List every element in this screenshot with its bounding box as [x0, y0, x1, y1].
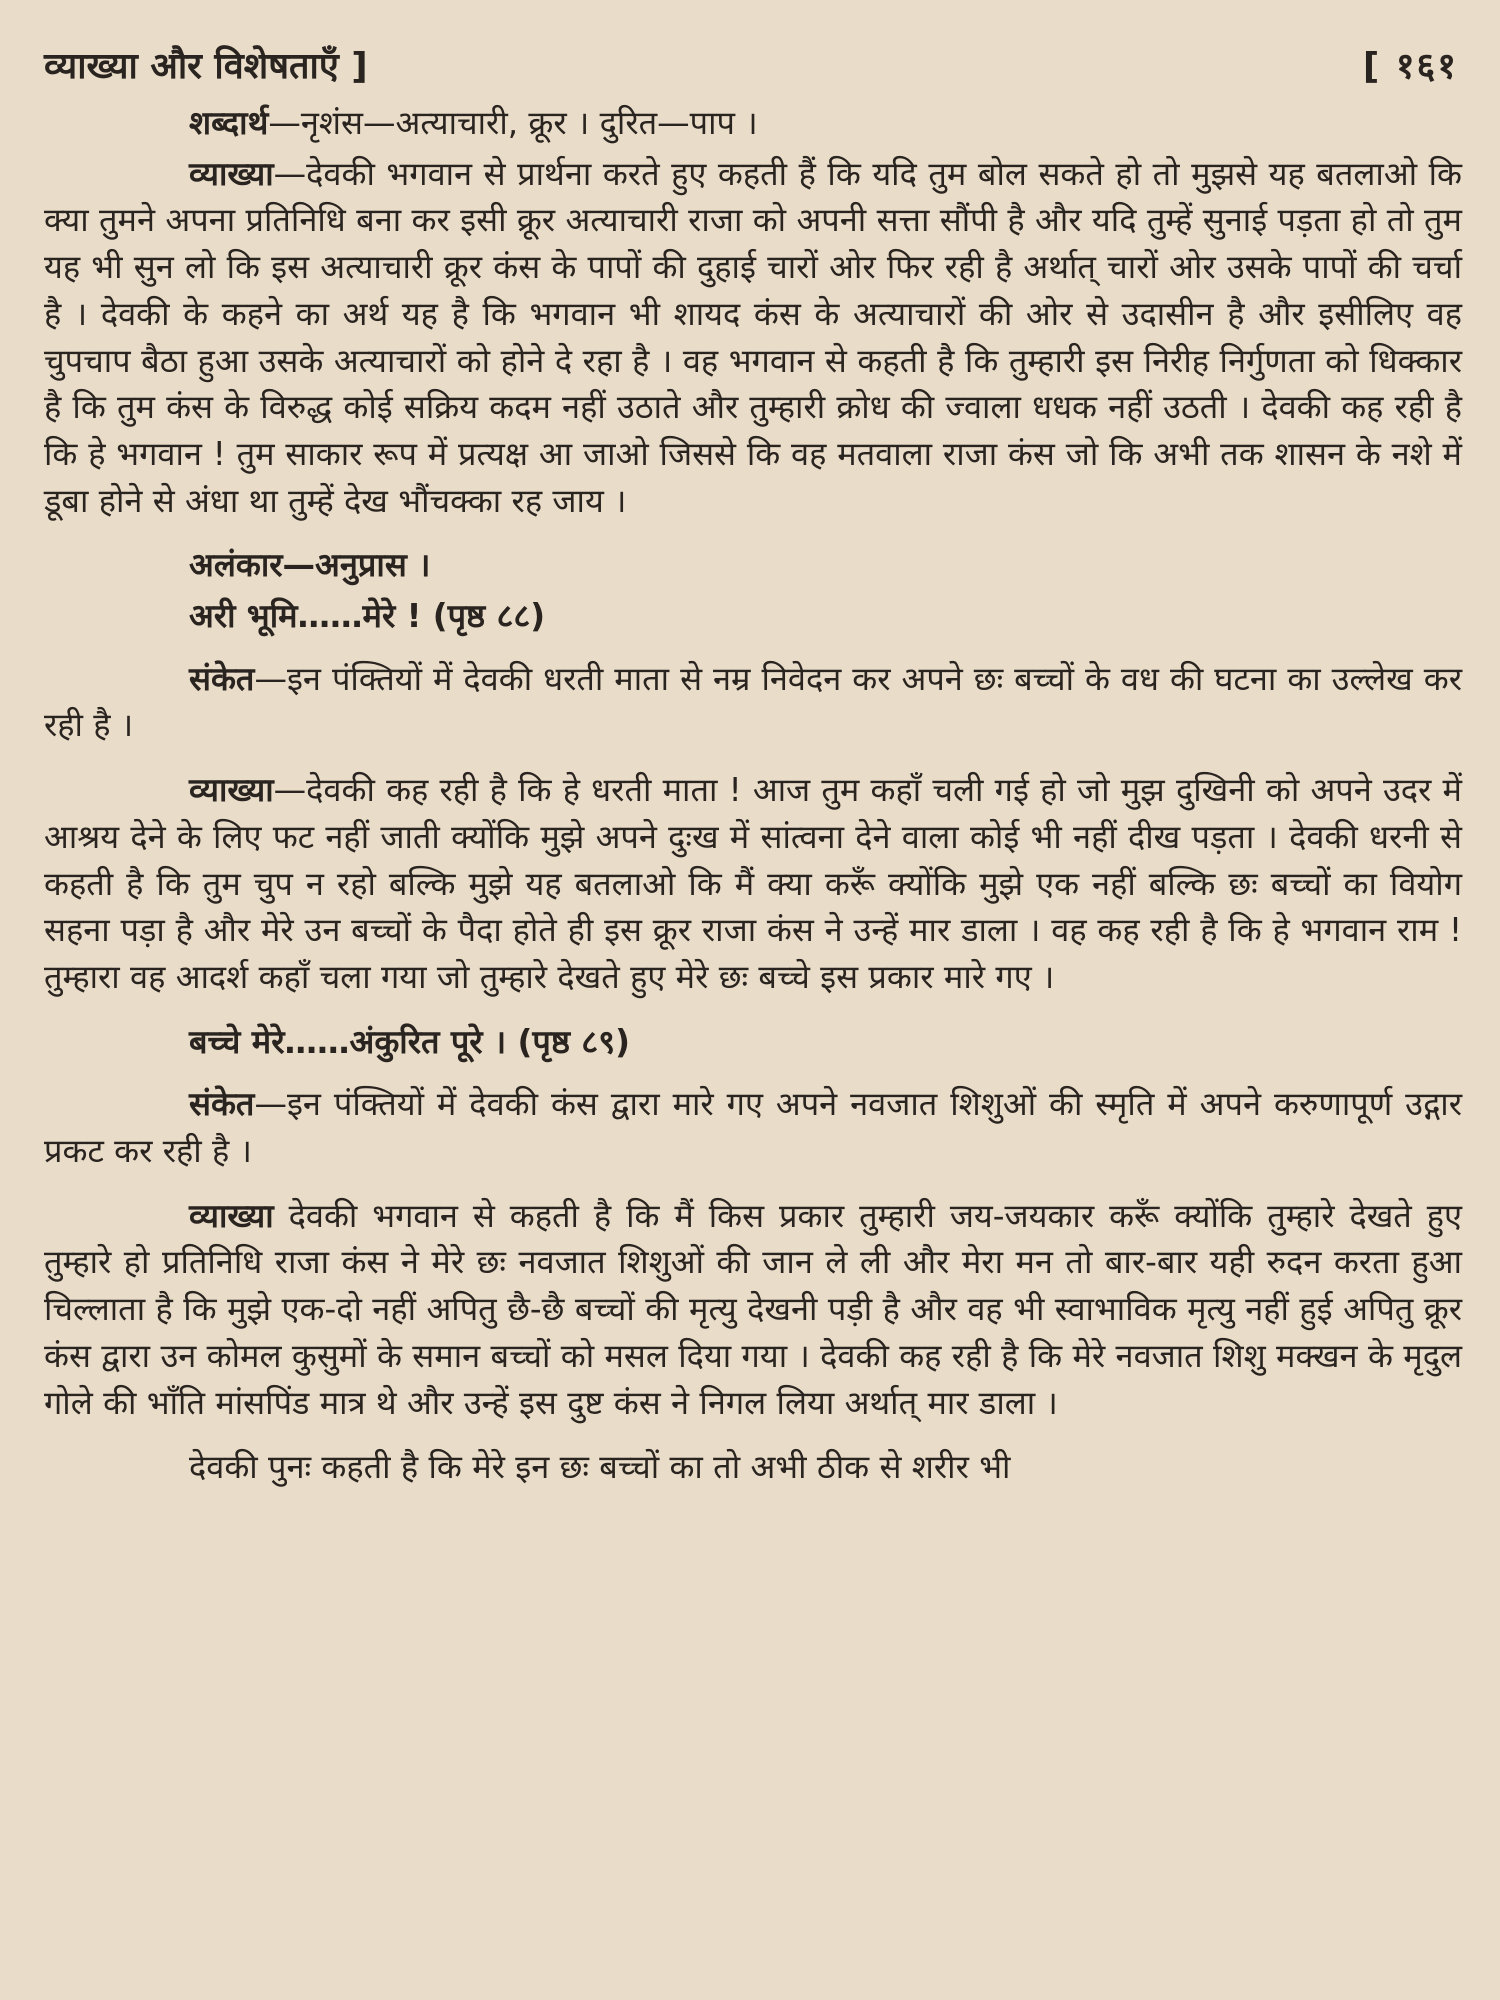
paragraph [44, 1193, 1462, 1427]
paragraph-text: —इन पंक्तियों में देवकी धरती माता से नम्र निवेदन कर अपने छः बच्चों के वध की घटना का उल्लेख कर रही है । [44, 659, 1462, 745]
paragraph-heading: अलंकार [189, 546, 283, 585]
paragraph-text: —देवकी भगवान से प्रार्थना करते हुए कहती हैं कि यदि तुम बोल सकते हो तो मुझसे यह बतलाओ कि क्या तुमने अपना प्रतिनिधि बना कर इसी क्रूर अत्याचारी राजा को अपनी सत्ता सौंपी है और यदि तुम्हें सुनाई पड़ता हो तो तुम यह भी सुन लो कि इस अत्याचारी क्रूर कंस के पापों की दुहाई चारों ओर फिर रही है अर्थात् चारों ओर उसके पापों की चर्चा है । देवकी के कहने का अर्थ यह है कि भगवान भी शायद कंस के अत्याचारों की ओर से उदासीन है और इसीलिए वह चुपचाप बैठा हुआ उसके अत्याचारों को होने दे रहा है । वह भगवान से कहती है कि तुम्हारी इस निरीह निर्गुणता को धिक्कार है कि तुम कंस के विरुद्ध कोई सक्रिय कदम नहीं उठाते और तुम्हारी क्रोध की ज्वाला धधक नहीं उठती । देवकी कह रही है कि हे भगवान ! तुम साकार रूप में प्रत्यक्ष आ जाओ जिससे कि वह मतवाला राजा कंस जो कि अभी तक शासन के नशे में डूबा होने से अंधा था तुम्हें देख भौंचक्का रह जाय । [44, 154, 1462, 520]
paragraph [44, 151, 1462, 525]
paragraph-heading: व्याख्या [189, 1196, 274, 1235]
paragraph-text: —अनुप्रास । [282, 546, 431, 585]
paragraph [44, 1444, 1462, 1491]
paragraph-text: —इन पंक्तियों में देवकी कंस द्वारा मारे गए अपने नवजात शिशुओं की स्मृति में अपने करुणापूर्ण उद्गार प्रकट कर रही है । [44, 1085, 1462, 1171]
paragraph [44, 767, 1462, 1001]
paragraph-heading: संकेत [189, 1085, 255, 1124]
paragraph-text: —नृशंस—अत्याचारी, क्रूर । दुरित—पाप । [268, 104, 758, 142]
paragraph [44, 1081, 1462, 1174]
paragraph-text: देवकी भगवान से कहती है कि मैं किस प्रकार तुम्हारी जय-जयकार करूँ क्योंकि तुम्हारे देखते हुए तुम्हारे हो प्रतिनिधि राजा कंस ने मेरे छः नवजात शिशुओं की जान ले ली और मेरा मन तो बार-बार यही रुदन करता हुआ चिल्लाता है कि मुझे एक-दो नहीं अपितु छै-छै बच्चों की मृत्यु देखनी पड़ी है और वह भी स्वाभाविक मृत्यु नहीं हुई अपितु क्रूर कंस द्वारा उन कोमल कुसुमों के समान बच्चों को मसल दिया गया । देवकी कह रही है कि मेरे नवजात शिशु मक्खन के मृदुल गोले की भाँति मांसपिंड मात्र थे और उन्हें इस दुष्ट कंस ने निगल लिया अर्थात् मार डाला । [44, 1196, 1462, 1422]
paragraph [44, 656, 1462, 749]
paragraph-heading: व्याख्या [189, 771, 274, 810]
verse-reference: बच्चे मेरे……अंकुरित पूरे । (पृष्ठ ८९) [189, 1022, 630, 1061]
paragraph [44, 542, 1462, 589]
paragraph-heading: संकेत [189, 659, 255, 698]
page-number: [ १६१ [1362, 46, 1458, 87]
verse-reference: अरी भूमि……मेरे ! (पृष्ठ ८८) [189, 597, 546, 636]
chapter-title: व्याख्या और विशेषताएँ ] [44, 46, 368, 87]
running-header [44, 36, 1462, 100]
book-page [44, 36, 1462, 1980]
paragraph-heading: व्याख्या [189, 154, 274, 193]
paragraph-text: —देवकी कह रही है कि हे धरती माता ! आज तुम कहाँ चली गई हो जो मुझ दुखिनी को अपने उदर में आश्रय देने के लिए फट नहीं जाती क्योंकि मुझे अपने दुःख में सांत्वना देने वाला कोई भी नहीं दीख पड़ता । देवकी धरनी से कहती है कि तुम चुप न रहो बल्कि मुझे यह बतलाओ कि मैं क्या करूँ क्योंकि मुझे एक नहीं बल्कि छः बच्चों का वियोग सहना पड़ा है और मेरे उन बच्चों के पैदा होते ही इस क्रूर राजा कंस ने उन्हें मार डाला । वह कह रही है कि हे भगवान राम ! तुम्हारा वह आदर्श कहाँ चला गया जो तुम्हारे देखते हुए मेरे छः बच्चे इस प्रकार मारे गए । [44, 771, 1462, 996]
paragraph [44, 100, 1462, 147]
paragraph-heading: शब्दार्थ [189, 104, 269, 142]
paragraph-text: देवकी पुनः कहती है कि मेरे इन छः बच्चों का तो अभी ठीक से शरीर भी [189, 1448, 1011, 1487]
page-body [44, 100, 1462, 1491]
